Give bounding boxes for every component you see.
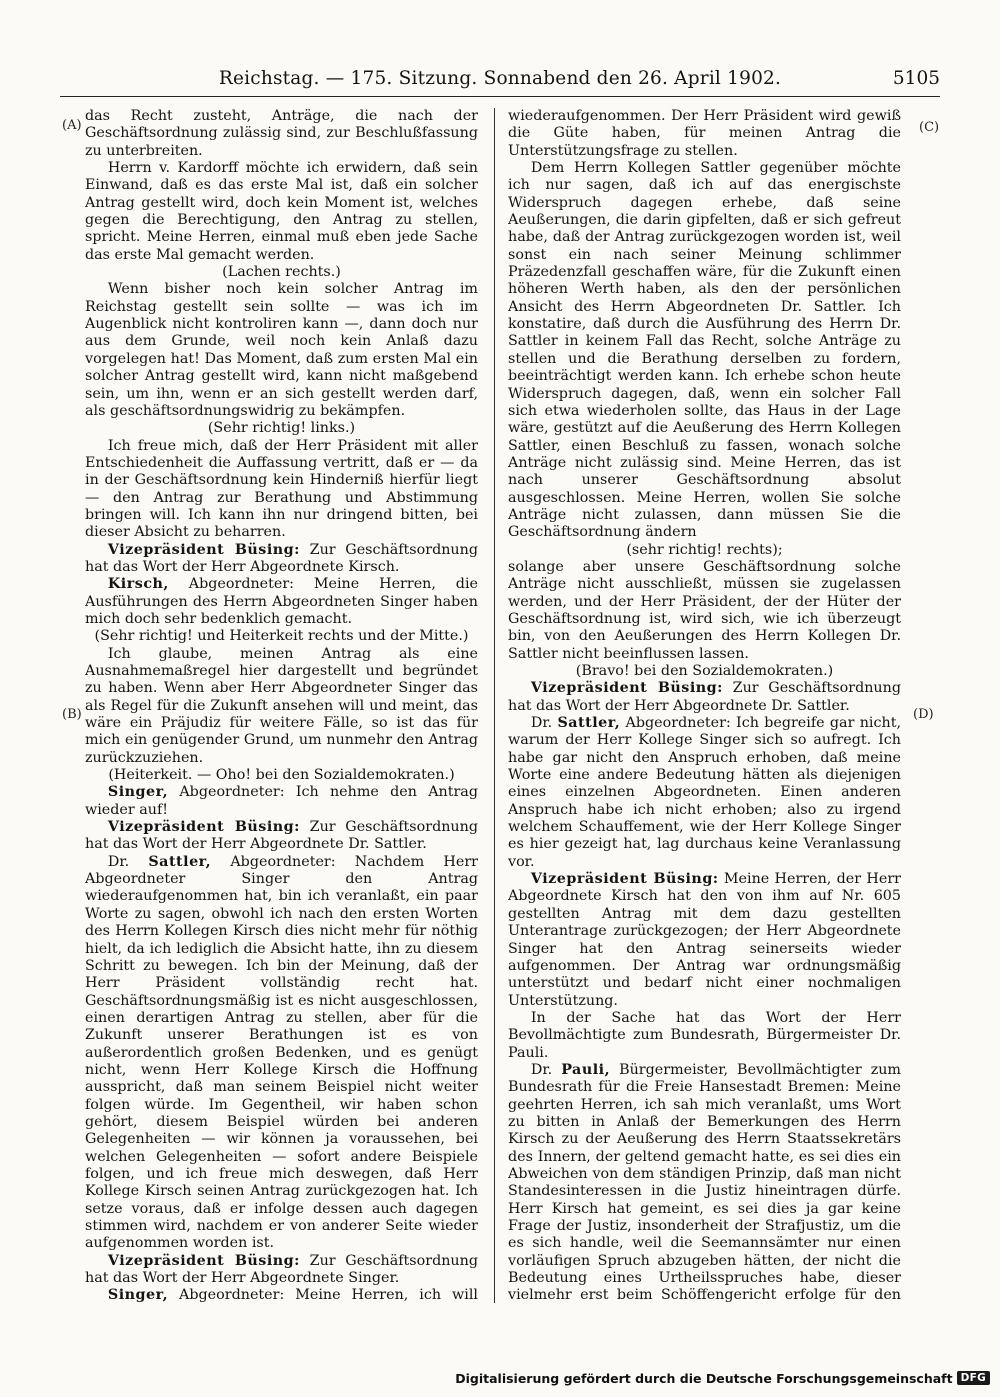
speaker-paragraph xyxy=(508,871,901,1010)
speaker-title: Dr. xyxy=(530,1061,562,1078)
speaker-paragraph xyxy=(85,1253,478,1288)
speech-text: Abgeordneter: Meine Herren, die Ausführungen des Herrn Abgeordneten Singer haben mich doch sehr bedenklich gemacht. xyxy=(85,576,478,627)
speech-text: Abgeordneter: Ich nehme den Antrag wieder auf! xyxy=(85,784,478,818)
margin-marker-d: (D) xyxy=(913,707,934,722)
speaker-paragraph xyxy=(508,715,901,871)
speaker-name: Pauli, xyxy=(561,1061,611,1078)
speaker-paragraph xyxy=(85,1287,478,1303)
speech-text: Meine Herren, der Herr Abgeordnete Kirsch hat den von ihm auf Nr. 605 gestellten Antrag mit dem dazu gestellten Unterantrage zurückgezogen; der Herr Abgeordnete Singer hat den Antrag seinerseits wieder aufgenommen. Der Antrag war ordnungsmäßig unterstützt und bedarf nicht einer nochmaligen Unterstützung. xyxy=(508,871,901,1009)
paragraph: Wenn bisher noch kein solcher Antrag im Reichstag gestellt sein sollte — was ich im Augenblick nicht kontroliren kann —, dann doch nur aus dem Grunde, weil noch kein Anlaß dazu vorgelegen hat! Das Moment, daß zum ersten Mal ein solcher Antrag gestellt wird, kann nicht maßgebend sein, um ihn, wenn er an sich gestellt werden darf, als geschäftsordnungswidrig zu bekämpfen. xyxy=(85,281,478,419)
speaker-name: Vizepräsident Büsing: xyxy=(107,819,300,836)
paragraph: solange aber unsere Geschäftsordnung solche Anträge nicht ausschließt, müssen sie zugelassen werden, und der Herr Präsident, der der Hüter der Geschäftsordnung ist, wird sich, wie ich überzeugt bin, von den Aeußerungen des Herrn Kollegen Dr. Sattler nicht beeinflussen lassen. xyxy=(508,558,901,662)
column-divider xyxy=(494,108,495,1303)
speaker-name: Sattler, xyxy=(148,853,212,870)
speaker-paragraph xyxy=(85,784,478,819)
paragraph: Herrn v. Kardorff möchte ich erwidern, daß sein Einwand, daß es das erste Mal ist, daß ein solcher Antrag gestellt wird, doch kein Moment ist, welches gegen die Berechtigung, den Antrag zu stellen, spricht. Meine Herren, einmal muß eben jede Sache das erste Mal gemacht werden. xyxy=(85,160,478,263)
speaker-name: Singer, xyxy=(107,1287,169,1303)
speech-text: Abgeordneter: Meine Herren, ich will xyxy=(179,1287,478,1303)
interjection: (Lachen rechts.) xyxy=(222,264,341,281)
interjection: (Sehr richtig! links.) xyxy=(207,420,356,437)
paragraph: Ich freue mich, daß der Herr Präsident mit aller Entschiedenheit die Auffassung vertritt, daß er — da in der Geschäftsordnung kein Hinderniß hierfür liegt — den Antrag zur Berathung und Abstimmung bringen will. Ich kann ihn nur dringend bitten, bei dieser Absicht zu beharren. xyxy=(85,437,478,541)
margin-marker-c: (C) xyxy=(919,120,940,135)
speaker-paragraph xyxy=(85,576,478,628)
interjection: (Sehr richtig! und Heiterkeit rechts und der Mitte.) xyxy=(94,628,469,645)
speaker-paragraph xyxy=(85,542,478,577)
speaker-title: Dr. xyxy=(107,853,149,870)
speaker-name: Vizepräsident Büsing: xyxy=(107,541,300,558)
speech-text: Abgeordneter: Nachdem Herr Abgeordneter Singer den Antrag wiederaufgenommen hat, bin ich veranlaßt, ein paar Worte zu sagen, obwohl ich nach den ersten Worten des Herrn Kollegen Kirsch dies nicht mehr für nöthig hielt, da ich lediglich die Absicht hatte, ihn zu diesem Schritt zu bewegen. Ich bin der Meinung, daß der Herr Präsident vollständig recht hat. Geschäftsordnungsmäßig ist es nicht ausgeschlossen, einen derartigen Antrag zu stellen, aber für die Zukunft unserer Berathungen ist es von außerordentlich großen Bedenken, und es genügt nicht, wenn Herr Kollege Kirsch die Hoffnung ausspricht, daß man seinem Beispiel nicht weiter folgen würde. Im Gegentheil, wir haben schon gehört, diesem Beispiel würden bei anderen Gelegenheiten — wir können ja voraussehen, bei welchen Gelegenheiten — sofort andere Beispiele folgen, und ich freue mich deswegen, daß Herr Kollege Kirsch seinen Antrag zurückgezogen hat. Ich setze voraus, daß er infolge dessen auch dagegen stimmen wird, nachdem er von anderer Seite wieder aufgenommen worden ist. xyxy=(85,853,478,1252)
header-rule xyxy=(60,96,940,97)
speaker-name: Kirsch, xyxy=(107,576,169,593)
speech-text: Zur Geschäftsordnung hat das Wort der Herr Abgeordnete Dr. Sattler. xyxy=(508,680,901,714)
running-title: Reichstag. — 175. Sitzung. Sonnabend den 26. April 1902. xyxy=(218,68,782,89)
dfg-logo: DFG xyxy=(957,1371,990,1385)
speaker-name: Vizepräsident Büsing: xyxy=(107,1252,300,1269)
paragraph: Ich glaube, meinen Antrag als eine Ausnahmemaßregel hier dargestellt und begründet zu haben. Wenn aber Herr Abgeordneter Singer das als Regel für die Zukunft ansehen will und meint, das wäre ein Präjudiz für weitere Fälle, so ist das für mich ein genügender Grund, um nunmehr den Antrag zurückzuziehen. xyxy=(85,645,478,766)
speaker-name: Vizepräsident Büsing: xyxy=(530,680,723,697)
paragraph: Dem Herrn Kollegen Sattler gegenüber möchte ich nur sagen, daß ich auf das energischste Widerspruch dagegen erhebe, daß seine Aeußerungen, die darin gipfelten, daß er sich gefreut habe, daß der Antrag zurückgezogen worden ist, weil sonst ein nach seiner Meinung schlimmer Präzedenzfall geschaffen wäre, für die Zukunft einen höheren Werth haben, als den der persönlichen Ansicht des Herrn Abgeordneten Dr. Sattler. Ich konstatire, daß durch die Ausführung des Herrn Dr. Sattler in keinem Fall das Recht, solche Anträge zu stellen und die Berathung derselben zu fordern, beeinträchtigt werden kann. Ich erhebe schon heute Widerspruch dagegen, daß, wenn ein solcher Fall sich etwa wiederholen sollte, das Haus in der Lage wäre, gestützt auf die Aeußerung des Herrn Kollegen Sattler, einen Beschluß zu fassen, wonach solche Anträge nicht zulässig sind. Meine Herren, das ist nach unserer Geschäftsordnung absolut ausgeschlossen. Meine Herren, wollen Sie solche Anträge nicht zulassen, dann müssen Sie die Geschäftsordnung ändern xyxy=(508,160,901,541)
margin-marker-a: (A) xyxy=(62,118,82,133)
paragraph: wiederaufgenommen. Der Herr Präsident wird gewiß die Güte haben, für meinen Antrag die Unterstützungsfrage zu stellen. xyxy=(508,108,901,159)
page-number: 5105 xyxy=(892,68,940,89)
speaker-paragraph xyxy=(508,680,901,715)
margin-marker-b: (B) xyxy=(62,707,82,722)
speaker-name: Vizepräsident Büsing: xyxy=(530,871,719,888)
page-header xyxy=(60,62,940,92)
paragraph: In der Sache hat das Wort der Herr Bevollmächtigte zum Bundesrath, Bürgermeister Dr. Pauli. xyxy=(508,1009,901,1061)
interjection: (Bravo! bei den Sozialdemokraten.) xyxy=(575,663,834,679)
speech-text: Zur Geschäftsordnung hat das Wort der Herr Abgeordnete Kirsch. xyxy=(85,541,478,575)
interjection: (sehr richtig! rechts); xyxy=(626,541,783,558)
speech-text: Abgeordneter: Ich begreife gar nicht, warum der Herr Kollege Singer sich so aufregt. Ich habe gar nicht den Anspruch erhoben, daß meine Worte eine andere Bedeutung hätten als diejenigen eines einzelnen Abgeordneten. Einen anderen Anspruch habe ich nicht erhoben; also zu irgend welchem Schauffement, wie der Herr Kollege Singer es hier gezeigt hat, lag durchaus keine Veranlassung vor. xyxy=(508,715,901,870)
speaker-title: Dr. xyxy=(530,715,558,732)
right-column xyxy=(508,108,901,1303)
speaker-paragraph xyxy=(508,1062,901,1303)
speaker-paragraph xyxy=(85,819,478,854)
paragraph: das Recht zusteht, Anträge, die nach der Geschäftsordnung zulässig sind, zur Beschlußfassung zu unterbreiten. xyxy=(85,108,478,159)
left-column xyxy=(85,108,478,1303)
speaker-paragraph xyxy=(85,854,478,1253)
speech-text: Zur Geschäftsordnung hat das Wort der Herr Abgeordnete Dr. Sattler. xyxy=(85,819,478,853)
speech-text: Zur Geschäftsordnung hat das Wort der Herr Abgeordnete Singer. xyxy=(85,1252,478,1287)
digitization-credit xyxy=(455,1369,990,1387)
speaker-name: Sattler, xyxy=(557,715,621,732)
speaker-name: Singer, xyxy=(107,784,169,801)
credit-text: Digitalisierung gefördert durch die Deutsche Forschungsgemeinschaft xyxy=(455,1370,953,1386)
speech-text: Bürgermeister, Bevollmächtigter zum Bundesrath für die Freie Hansestadt Bremen: Meine geehrten Herren, ich sah mich veranlaßt, ums Wort zu bitten in Anlaß der Bemerkungen des Herrn Kirsch zu der Aeußerung des Herrn Staatssekretärs des Innern, der geltend gemacht hatte, es sei dies ein Abweichen von dem ständigen Prinzip, daß man nicht Standesinteressen in die Justiz hineintragen dürfe. Herr Kirsch hat gemeint, es sei dies ja gar keine Frage der Justiz, insonderheit der Strafjustiz, um die es sich handle, weil die Seemannsämter nur einen vorläufigen Spruch abzugeben hätten, der nicht die Bedeutung eines Urtheilsspruches habe, dieser vielmehr erst beim Schöffengericht erfolge für den xyxy=(508,1061,901,1303)
interjection: (Heiterkeit. — Oho! bei den Sozialdemokraten.) xyxy=(108,767,455,784)
